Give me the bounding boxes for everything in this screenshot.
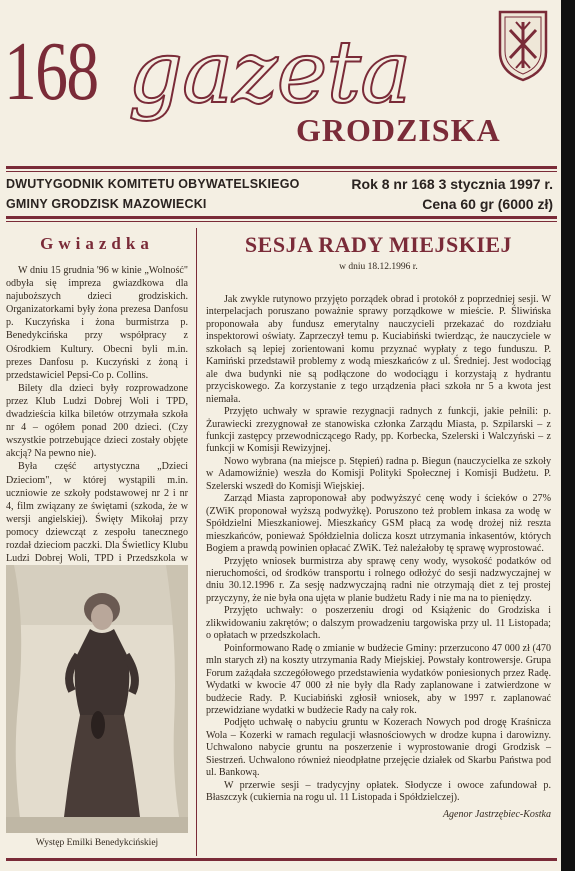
issue-number: 168 bbox=[4, 25, 98, 118]
main-article-paragraph: W przerwie sesji – tradycyjny opłatek. Słodycze i owoce zafundował p. Błaszczyk (cukiernia na rogu ul. 11 Listopada i Spółdzielczej). bbox=[206, 779, 551, 804]
performance-photo bbox=[6, 565, 188, 833]
header-rule-bottom-thin bbox=[6, 221, 557, 222]
publisher-line-1: DWUTYGODNIK KOMITETU OBYWATELSKIEGO bbox=[6, 177, 300, 191]
publisher-line-2: GMINY GRODZISK MAZOWIECKI bbox=[6, 197, 207, 211]
left-article-paragraph: W dniu 15 grudnia '96 w kinie „Wolność" odbyła się impreza gwiazdkowa dla najuboższych dzieci grodziskich. Organizatorkami były żona prezesa Danfosu p. Kuczyńska i żona burmistrza p. Benedykcińska przy współpracy z Ośrodkiem Kultury. Obecni byli m.in. prezes Danfosu p. Kuczyński z żoną i przedstawiciel Pepsi-Co p. Collins. bbox=[6, 265, 188, 381]
price: Cena 60 gr (6000 zł) bbox=[422, 196, 553, 212]
main-article-paragraph: Poinformowano Radę o zmianie w budżecie Gminy: przerzucono 47 000 zł (470 mln starych zł) na koszty utrzymania Rady Miejskiej. Powstały kontrowersje. Grupa Forum zażądała szczegółowego przedstawienia wydatków poniesionych przez Radę. Wydatki w kwocie 47 000 zł nie były dla Rady zaplanowane i zatwierdzone w budżecie Rady. P. Kuciabiński zgłosił wniosek, aby w 1997 r. zaplanować przewidziane wydatki w budżecie Rady na cały rok. bbox=[206, 642, 551, 716]
main-article-paragraph: Przyjęto wniosek burmistrza aby sprawę ceny wody, wysokość podatków od nieruchomości, od środków transportu i rolnego odłożyć do sesji nadzwyczajnej w dniu 30.12.1996 r. Za sesję nadzwyczajną radni nie otrzymają diet z tej prostej przyczyny, że nie była ona ujęta w planie budżetu Rady i nie ma na to pieniędzy. bbox=[206, 555, 551, 604]
left-article-paragraph: Bilety dla dzieci były rozprowadzone przez Klub Ludzi Dobrej Woli i TPD, dwadzieścia kilka biletów otrzymała szkoła nr 4 – ogółem ponad 200 dzieci. (Czy wszystkie potrzebujące dzieci zostały objęte akcją? Na pewno nie). bbox=[6, 382, 188, 460]
masthead bbox=[0, 0, 575, 175]
paper-name: gazeta bbox=[128, 23, 411, 123]
main-article-date: w dniu 18.12.1996 r. bbox=[339, 262, 418, 272]
main-article-paragraph: Przyjęto uchwały w sprawie rezygnacji radnych z funkcji, jakie pełnili: p. Żurawiecki zrezygnował ze stanowiska członka Zarządu Miasta, p. Szpilarski – z funkcji zastępcy przewodniczącego Rady, pp. Korbecka, Szelerski i Walczyński – z funkcji w Komisji Rewizyjnej. bbox=[206, 406, 551, 455]
left-article-paragraph: Była część artystyczna „Dzieci Dzieciom", w której wystąpili m.in. uczniowie ze szkoły podstawowej nr 2 i nr 4, film związany ze świętami (szkoda, że w wersji angielskiej). Święty Mikołaj przy pomocy dziewcząt z zespołu tanecznego rozdał dzieciom paczki. Dla Świetlicy Klubu Ludzi Dobrej Woli, TPD i Przedszkola w bbox=[6, 461, 188, 565]
header-rule-top-thin bbox=[6, 171, 557, 172]
city-name: GRODZISKA bbox=[296, 112, 501, 148]
article-signature: Agenor Jastrzębiec-Kostka bbox=[442, 808, 551, 820]
main-article bbox=[206, 232, 551, 821]
city-crest-icon bbox=[496, 8, 550, 82]
header-rule-top bbox=[6, 166, 557, 169]
photo-caption: Występ Emilki Benedykcińskiej bbox=[35, 838, 159, 848]
photo-image bbox=[6, 565, 188, 833]
main-article-title: SESJA RADY MIEJSKIEJ bbox=[244, 232, 513, 257]
issue-info: Rok 8 nr 168 3 stycznia 1997 r. bbox=[351, 176, 553, 192]
main-article-paragraph: Jak zwykle rutynowo przyjęto porządek obrad i protokół z poprzedniej sesji. W interpelacjach poruszano poważnie sprawy porządkowe w mieście. P. Śliwińska proponowała aby fundusz emerytalny nauczycieli przekazać do rozdziału inspektorowi oświaty. Zaprzeczył temu p. Kuciabiński twierdząc, że nauczyciele w szkołach są lepiej zorientowani komu przyznać wypłaty z tego funduszu. P. Kamiński przedstawił problemy z wodą mieszkańców z ul. Średniej. Jest wodociąg ale dwa budynki nie są podłączone do wodociągu i korzystają z hydrantu przyciskowego. Za korzystanie z tego urządzenia płaci szkoła nr 5 a kwota jest niemała. bbox=[206, 294, 551, 405]
left-article-title: Gwiazdka bbox=[40, 234, 154, 253]
left-article bbox=[6, 232, 188, 591]
column-divider bbox=[196, 228, 197, 856]
footer-rule bbox=[6, 858, 557, 861]
scan-edge bbox=[561, 0, 575, 871]
main-article-paragraph: Nowo wybrana (na miejsce p. Stępień) radna p. Biegun (nauczycielka ze szkoły w Adamowiźnie) weszła do Komisji Polityki Społecznej i Komisji Budżetu. P. Szelerski wszedł do Komisji Wiejskiej. bbox=[206, 455, 551, 492]
main-article-paragraph: Przyjęto uchwały: o poszerzeniu drogi od Książenic do Grodziska i zlikwidowaniu zakrętów; o dalszym prowadzeniu targowiska przy ul. 11 Listopada; o opłatach w przedszkolach. bbox=[206, 605, 551, 642]
main-article-paragraph: Zarząd Miasta zaproponował aby podwyższyć cenę wody i ścieków o 27% (ZWiK proponował wyższą podwyżkę). Poruszono też problem inkasa za wodę w Spółdzielni Mieszkaniowej. Mieszkańcy GSM płacą za wodę drożej niż reszta mieszkańców, ponieważ Spółdzielnia dolicza koszt utrzymania inkasentów, których Bogiem a prawdą powinien opłacać ZWiK. Też należałoby tę sprawę wyprostować. bbox=[206, 493, 551, 555]
header-rule-bottom bbox=[6, 216, 557, 219]
main-article-paragraph: Podjęto uchwałę o nabyciu gruntu w Kozerach Nowych pod drogę Kraśnicza Wola – Kozerki w ramach regulacji własnościowych w drodze kupna i darowizny. Uchwalono nabycie gruntu na poszerzenie i wyprostowanie drogi Grodzisk – Siestrzeń. Uchwalono również nieodpłatne przejęcie działek od Skarbu Państwa pod ul. Bankową. bbox=[206, 717, 551, 779]
